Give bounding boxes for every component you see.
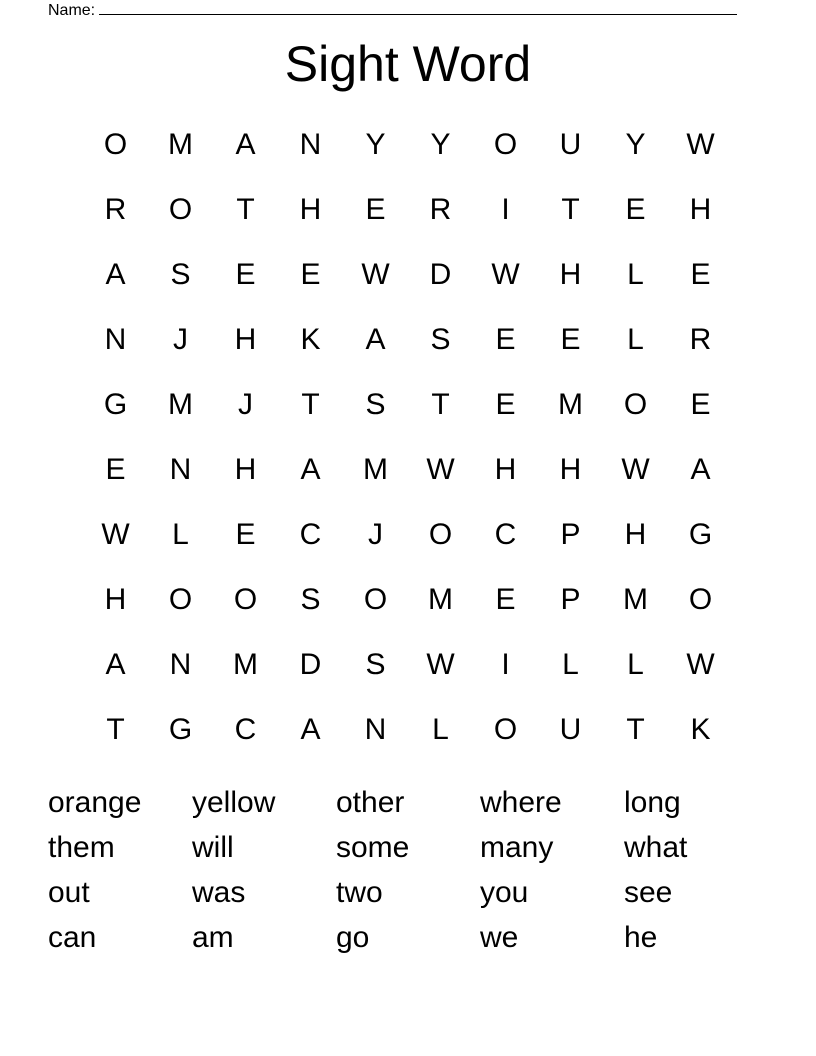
- grid-letter: L: [627, 647, 644, 681]
- grid-letter: H: [624, 517, 647, 551]
- grid-letter: W: [686, 647, 715, 681]
- grid-letter: E: [495, 582, 516, 616]
- grid-letter: J: [238, 387, 253, 421]
- grid-letter: O: [168, 192, 193, 226]
- grid-letter: A: [365, 322, 386, 356]
- grid-letter: L: [562, 647, 579, 681]
- grid-letter: P: [560, 582, 581, 616]
- word-bank: [48, 780, 768, 960]
- grid-letter: I: [501, 647, 510, 681]
- word-bank-item: where: [480, 786, 562, 819]
- grid-letter: S: [430, 322, 451, 356]
- grid-letter: O: [168, 582, 193, 616]
- grid-letter: M: [168, 387, 193, 421]
- grid-letter: E: [690, 257, 711, 291]
- grid-letter: L: [627, 322, 644, 356]
- grid-letter: A: [300, 712, 321, 746]
- name-field: [48, 0, 737, 20]
- word-bank-item: out: [48, 876, 90, 909]
- grid-letter: E: [235, 517, 256, 551]
- grid-letter: H: [689, 192, 712, 226]
- word-bank-item: see: [624, 876, 673, 909]
- word-bank-item: orange: [48, 786, 142, 819]
- grid-letter: T: [561, 192, 580, 226]
- grid-letter: R: [689, 322, 712, 356]
- grid-letter: Y: [365, 127, 386, 161]
- word-bank-item: them: [48, 831, 115, 864]
- grid-letter: U: [559, 712, 582, 746]
- grid-letter: L: [432, 712, 449, 746]
- page-title: Sight Word: [284, 36, 532, 92]
- grid-letter: S: [170, 257, 191, 291]
- grid-letter: G: [688, 517, 713, 551]
- grid-letter: J: [173, 322, 188, 356]
- name-label: Name:: [48, 2, 96, 19]
- grid-letter: O: [493, 127, 518, 161]
- grid-letter: N: [299, 127, 322, 161]
- grid-letter: A: [105, 257, 126, 291]
- grid-letter: O: [428, 517, 453, 551]
- grid-letter: Y: [430, 127, 451, 161]
- grid-letter: S: [365, 387, 386, 421]
- word-bank-item: what: [624, 831, 688, 864]
- grid-letter: T: [301, 387, 320, 421]
- grid-letter: H: [559, 452, 582, 486]
- grid-letter: K: [300, 322, 321, 356]
- grid-letter: Y: [625, 127, 646, 161]
- grid-letter: A: [690, 452, 711, 486]
- grid-letter: O: [363, 582, 388, 616]
- grid-letter: H: [234, 322, 257, 356]
- grid-letter: U: [559, 127, 582, 161]
- grid-letter: E: [690, 387, 711, 421]
- grid-letter: E: [235, 257, 256, 291]
- word-bank-item: long: [624, 786, 681, 819]
- grid-letter: W: [426, 452, 455, 486]
- grid-letter: M: [233, 647, 258, 681]
- grid-letter: G: [168, 712, 193, 746]
- grid-letter: M: [363, 452, 388, 486]
- grid-letter: O: [103, 127, 128, 161]
- grid-letter: T: [106, 712, 125, 746]
- grid-letter: W: [686, 127, 715, 161]
- grid-letter: T: [626, 712, 645, 746]
- word-bank-item: go: [336, 921, 370, 954]
- grid-letter: N: [169, 452, 192, 486]
- word-bank-item: he: [624, 921, 658, 954]
- grid-letter: S: [300, 582, 321, 616]
- grid-letter: M: [168, 127, 193, 161]
- grid-letter: G: [103, 387, 128, 421]
- grid-letter: M: [623, 582, 648, 616]
- word-bank-item: will: [192, 831, 234, 864]
- word-bank-item: many: [480, 831, 554, 864]
- word-bank-item: you: [480, 876, 529, 909]
- grid-letter: C: [494, 517, 517, 551]
- grid-letter: A: [300, 452, 321, 486]
- grid-letter: A: [105, 647, 126, 681]
- grid-letter: J: [368, 517, 383, 551]
- grid-letter: E: [365, 192, 386, 226]
- grid-letter: S: [365, 647, 386, 681]
- grid-letter: L: [627, 257, 644, 291]
- grid-letter: O: [493, 712, 518, 746]
- grid-letter: A: [235, 127, 256, 161]
- grid-letter: R: [429, 192, 452, 226]
- grid-letter: N: [364, 712, 387, 746]
- word-bank-item: can: [48, 921, 97, 954]
- grid-letter: P: [560, 517, 581, 551]
- grid-letter: H: [559, 257, 582, 291]
- grid-letter: C: [234, 712, 257, 746]
- word-bank-item: am: [192, 921, 234, 954]
- grid-letter: E: [495, 322, 516, 356]
- word-bank-item: was: [192, 876, 246, 909]
- grid-letter: K: [690, 712, 711, 746]
- grid-letter: C: [299, 517, 322, 551]
- grid-letter: E: [495, 387, 516, 421]
- word-bank-item: we: [480, 921, 519, 954]
- grid-letter: W: [361, 257, 390, 291]
- grid-letter: N: [104, 322, 127, 356]
- grid-letter: T: [236, 192, 255, 226]
- grid-letter: H: [234, 452, 257, 486]
- grid-letter: W: [426, 647, 455, 681]
- grid-letter: E: [625, 192, 646, 226]
- grid-letter: W: [621, 452, 650, 486]
- word-bank-item: other: [336, 786, 405, 819]
- name-underline: [99, 0, 737, 15]
- grid-letter: D: [429, 257, 452, 291]
- grid-letter: M: [558, 387, 583, 421]
- grid-letter: H: [494, 452, 517, 486]
- grid-letter: N: [169, 647, 192, 681]
- grid-letter: W: [101, 517, 130, 551]
- word-bank-item: yellow: [192, 786, 276, 819]
- grid-letter: M: [428, 582, 453, 616]
- grid-letter: O: [233, 582, 258, 616]
- grid-letter: L: [172, 517, 189, 551]
- grid-letter: O: [623, 387, 648, 421]
- word-bank-item: two: [336, 876, 383, 909]
- grid-letter: T: [431, 387, 450, 421]
- grid-letter: E: [300, 257, 321, 291]
- grid-letter: O: [688, 582, 713, 616]
- grid-letter: E: [560, 322, 581, 356]
- grid-letter: E: [105, 452, 126, 486]
- word-bank-item: some: [336, 831, 410, 864]
- grid-letter: R: [104, 192, 127, 226]
- grid-letter: D: [299, 647, 322, 681]
- grid-letter: H: [104, 582, 127, 616]
- letter-grid: [83, 112, 733, 762]
- grid-letter: I: [501, 192, 510, 226]
- grid-letter: H: [299, 192, 322, 226]
- grid-letter: W: [491, 257, 520, 291]
